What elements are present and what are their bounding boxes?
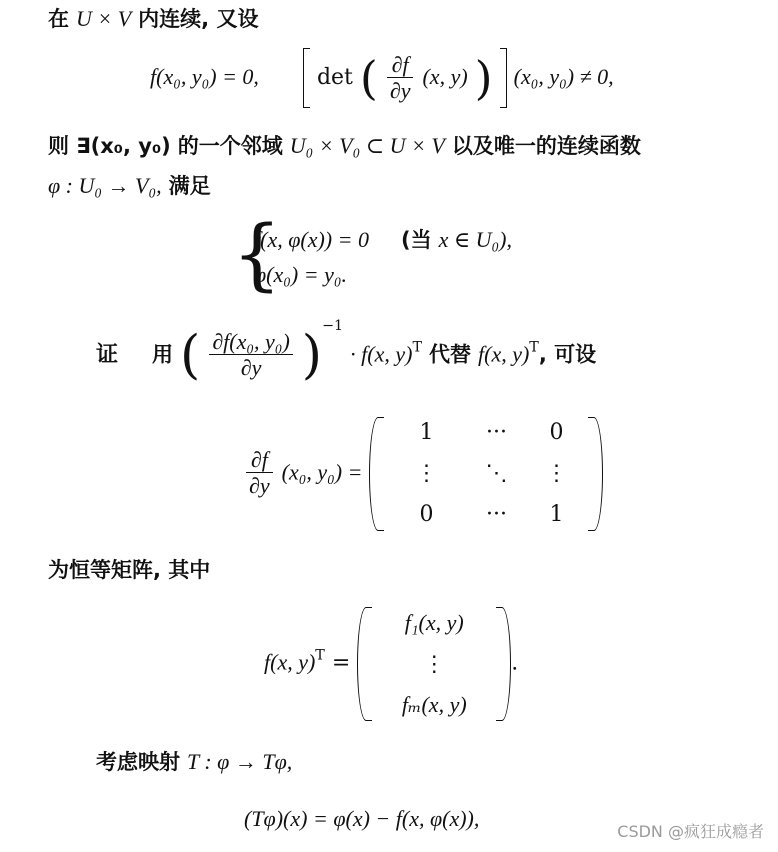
line3-mid: 的一个邻域 <box>177 134 283 158</box>
identity-matrix <box>391 412 581 535</box>
text-line-1 <box>48 3 258 33</box>
matrix-cell: 1 <box>549 502 564 527</box>
line1-prefix: 在 <box>48 7 69 31</box>
line1-suffix: 内连续, 又设 <box>138 7 259 31</box>
system-brace: { <box>232 210 282 300</box>
eq2-numerator: ∂f <box>246 448 273 473</box>
matrix-cell: ··· <box>485 420 507 445</box>
matrix-right-paren <box>588 417 603 531</box>
identity-line <box>48 554 210 584</box>
proof-numerator: ∂f(x₀, y₀) <box>209 330 292 355</box>
proof-mid: · f(x, y) <box>350 341 413 367</box>
eq3-left: f(x, y) <box>264 649 316 675</box>
eq3-eq: = <box>331 650 351 676</box>
proof-label: 证 <box>96 342 119 368</box>
line4-suffix: 满足 <box>168 174 211 198</box>
equation-4 <box>244 806 479 832</box>
equation-3 <box>264 602 518 725</box>
proof-use: 用 <box>152 342 174 367</box>
text-line-3 <box>48 130 641 160</box>
line3-prefix: 则 ∃(x₀, y₀) <box>48 134 171 158</box>
matrix-cell: ⋱ <box>485 461 508 486</box>
equation-2 <box>244 412 603 535</box>
matrix-left-paren <box>369 417 384 531</box>
matrix-cell: ··· <box>485 502 507 527</box>
proof-f2: f(x, y) <box>478 341 530 367</box>
system-line-1 <box>254 224 512 254</box>
line3-suffix: 以及唯一的连续函数 <box>451 134 641 158</box>
proof-fraction <box>209 330 292 380</box>
matrix-cell: ⋮ <box>545 461 568 486</box>
watermark: CSDN @疯狂成瘾者 <box>617 822 764 841</box>
vector-cell: f₁(x, y) <box>404 609 464 635</box>
proof-T2: T <box>529 339 539 356</box>
proof-exponent: −1 <box>322 318 344 334</box>
matrix-cell: 1 <box>419 420 434 445</box>
eq1-denominator: ∂y <box>389 77 411 103</box>
line1-math: U × V <box>76 6 132 31</box>
column-vector <box>379 602 489 725</box>
system1-math: f(x, φ(x)) = 0 <box>254 227 369 252</box>
matrix-cell: 0 <box>419 502 434 527</box>
identity-label: 为恒等矩阵, 其中 <box>48 558 211 582</box>
consider-line <box>96 746 292 776</box>
proof-suffix: , 可设 <box>538 342 597 367</box>
eq2-denominator: ∂y <box>249 473 270 499</box>
det-label: det <box>316 65 353 90</box>
vector-left-paren <box>357 607 372 721</box>
eq1-args: (x, y) <box>422 64 468 89</box>
left-bracket <box>303 48 310 108</box>
matrix-cell: ⋮ <box>415 461 438 486</box>
right-bracket <box>500 48 507 108</box>
eq1-right: (x₀, y₀) ≠ 0, <box>513 64 614 89</box>
vector-right-paren <box>496 607 511 721</box>
line4-math: φ : U₀ → V₀, <box>48 173 162 198</box>
line3-math: U₀ × V₀ ⊂ U × V <box>289 133 445 158</box>
matrix-cell: 0 <box>549 420 564 445</box>
eq1-numerator: ∂f <box>387 53 414 78</box>
proof-T: T <box>412 339 422 356</box>
text-line-4 <box>48 170 211 200</box>
eq3-end: . <box>511 650 519 676</box>
system-line-2 <box>254 262 347 288</box>
equation-1: f(x₀, y₀) = 0, det ( $\frac{\partial f}{\partial y}$ (x, y) ) (x₀, y₀) ≠ 0, <box>150 48 614 108</box>
eq3-T: T <box>315 647 325 664</box>
vector-cell: ⋮ <box>423 650 446 676</box>
system1-cn: (当 <box>400 228 432 252</box>
eq4: (Tφ)(x) = φ(x) − f(x, φ(x)), <box>244 806 480 831</box>
eq2-fraction <box>246 448 273 498</box>
eq1-left: f(x₀, y₀) = 0, <box>150 64 259 89</box>
eq1-fraction <box>387 53 414 103</box>
proof-denominator: ∂y <box>240 355 262 381</box>
proof-line: 证 用 ( $\frac{\text{∂f(x₀, y₀)}}{\partial y}$ )$^{-1}$ · f(x, y)$^T$ 代替 f(x, y)$^T$, 可设 <box>96 318 597 386</box>
system1-math2: x ∈ U₀), <box>438 227 512 252</box>
eq2-args: (x₀, y₀) = <box>281 459 363 485</box>
vector-cell: fₘ(x, y) <box>401 691 467 717</box>
consider-math: T : φ → Tφ, <box>187 749 293 774</box>
consider-cn: 考虑映射 <box>96 750 180 774</box>
system2-math: φ(x₀) = y₀. <box>254 262 347 287</box>
proof-replace: 代替 <box>429 342 471 367</box>
